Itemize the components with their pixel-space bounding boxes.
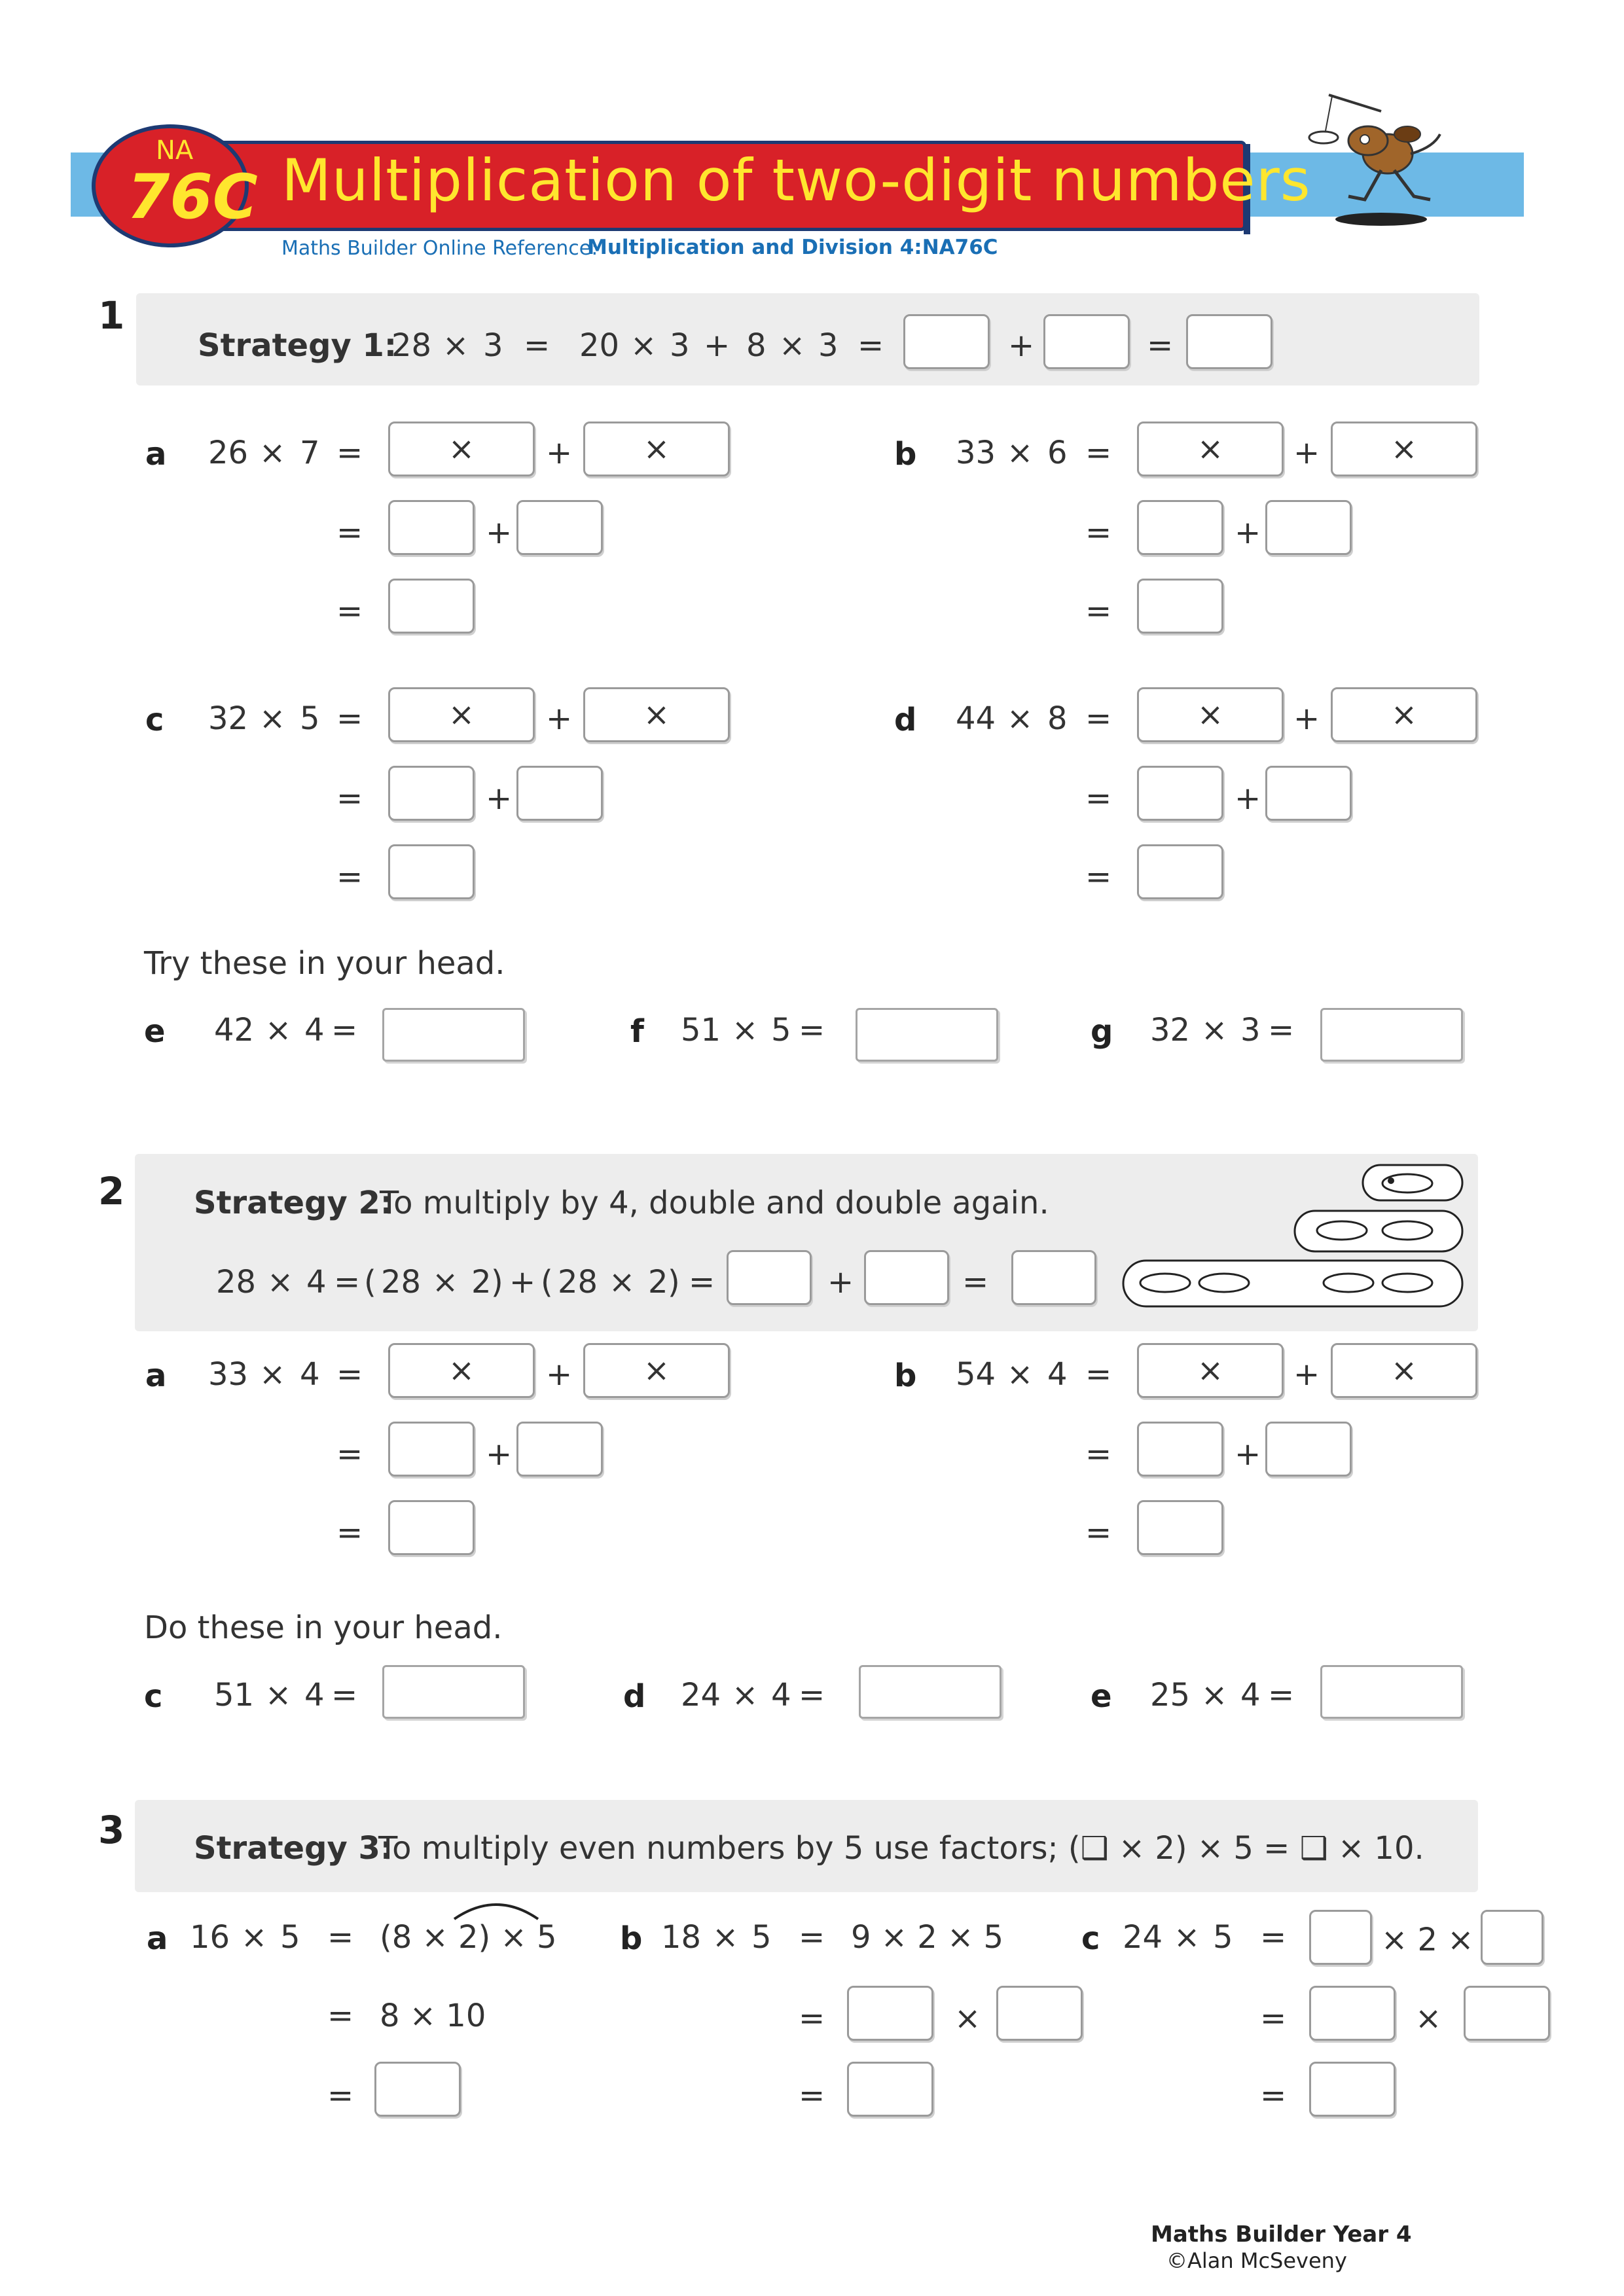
item-letter: a (147, 1920, 168, 1957)
equals-sign: = (799, 1677, 825, 1713)
item-factor: 51 (214, 1677, 255, 1713)
equals-sign: = (1085, 859, 1112, 895)
plus-sign: + (1293, 435, 1320, 471)
strategy-2-expr: 28 (381, 1264, 422, 1300)
item-letter: d (894, 702, 917, 738)
item-factor: 16 (190, 1919, 230, 1956)
answer-box[interactable] (516, 1422, 603, 1477)
answer-box-times[interactable]: × (388, 1343, 535, 1398)
footer-author: ©Alan McSeveny (1166, 2248, 1347, 2273)
open-paren: ( (364, 1264, 376, 1300)
answer-box[interactable] (1309, 1910, 1372, 1965)
times-sign: × (1415, 2000, 1442, 2037)
item-letter: f (630, 1013, 644, 1050)
item-factor: 4 (1240, 1677, 1261, 1713)
strategy-2-label: Strategy 2: (194, 1185, 393, 1221)
answer-box[interactable] (1137, 1422, 1223, 1477)
plus-sign: + (546, 435, 573, 471)
answer-box[interactable] (847, 1986, 933, 2041)
answer-box-times[interactable]: × (388, 422, 535, 476)
item-factor: 18 (661, 1919, 702, 1956)
item-factor: 4 (771, 1677, 791, 1713)
equals-sign: = (1085, 1436, 1112, 1473)
strategy-3-text: To multiply even numbers by 5 use factors; (❑ × 2) × 5 = ❑ × 10. (378, 1830, 1424, 1867)
answer-box[interactable] (388, 500, 475, 555)
item-factor: 33 (956, 435, 996, 471)
grouping-arc (450, 1895, 542, 1922)
answer-box[interactable] (859, 1665, 1001, 1719)
item-letter: a (145, 1357, 167, 1394)
answer-box[interactable] (1011, 1250, 1096, 1305)
strategy-2-expr: 28 (216, 1264, 257, 1300)
equals-sign: = (799, 1919, 825, 1956)
answer-box-times[interactable]: × (583, 687, 730, 742)
equals-sign: = (336, 1515, 363, 1551)
times-sign: × (1007, 1356, 1034, 1393)
item-factor: 54 (956, 1356, 996, 1393)
strategy-3-label: Strategy 3: (194, 1830, 393, 1867)
item-factor: 42 (214, 1012, 255, 1049)
answer-box[interactable] (516, 500, 603, 555)
answer-box[interactable] (1137, 579, 1223, 634)
times-sign: × (1007, 700, 1034, 737)
item-factor: 32 (1150, 1012, 1191, 1049)
equals-sign: = (1085, 593, 1112, 630)
times-sign: × (1201, 1012, 1228, 1049)
strategy-2-expr: 28 (558, 1264, 598, 1300)
answer-box[interactable] (1137, 844, 1223, 899)
times-sign: × (265, 1677, 292, 1713)
item-letter: c (144, 1678, 163, 1715)
answer-box[interactable] (856, 1008, 998, 1062)
answer-box-times[interactable]: × (1137, 422, 1284, 476)
answer-box[interactable] (388, 1422, 475, 1477)
strategy-1-expr-a: 28 (391, 327, 432, 364)
strategy-2-expr: 2 (648, 1264, 668, 1300)
doubling-dogs-illustration (1113, 1158, 1473, 1316)
times-sign: × (954, 2000, 981, 2037)
item-factor: 51 (681, 1012, 721, 1049)
plus-sign: + (486, 780, 513, 817)
answer-box-times[interactable]: × (1331, 422, 1477, 476)
strategy-1-expr-b: 3 (483, 327, 503, 364)
answer-box[interactable] (1137, 1500, 1223, 1555)
plus-sign: + (1293, 700, 1320, 737)
equals-sign: = (1268, 1677, 1295, 1713)
answer-box[interactable] (903, 314, 990, 369)
plus-sign: + (827, 1264, 854, 1300)
plus-sign: + (509, 1264, 536, 1300)
plus-sign: + (1293, 1356, 1320, 1393)
equals-sign: = (1085, 700, 1112, 737)
equals-sign: = (331, 1677, 358, 1713)
equals-sign: = (962, 1264, 989, 1300)
strategy-1-expr-d: 3 (670, 327, 690, 364)
plus-sign: + (546, 1356, 573, 1393)
equals-sign: = (331, 1012, 358, 1049)
item-letter: e (144, 1013, 166, 1050)
equals-sign: = (524, 327, 550, 364)
item-letter: c (145, 702, 164, 738)
item-factor: 32 (208, 700, 249, 737)
item-factor: 4 (1047, 1356, 1068, 1393)
answer-box[interactable] (388, 766, 475, 821)
strategy-1-expr-e: 8 (746, 327, 767, 364)
answer-box[interactable] (864, 1250, 949, 1305)
times-sign: × (259, 700, 286, 737)
plus-sign: + (1235, 514, 1261, 551)
plus-sign: + (1008, 327, 1035, 364)
equals-sign: = (336, 1356, 363, 1393)
answer-box-times[interactable]: × (583, 422, 730, 476)
equals-sign: = (336, 1436, 363, 1473)
answer-box[interactable] (1481, 1910, 1543, 1965)
times-sign: × (630, 327, 657, 364)
worked-step: 9 × 2 × 5 (851, 1919, 1004, 1956)
equals-sign: = (327, 1998, 354, 2034)
close-paren: ) (668, 1264, 680, 1300)
answer-box-times[interactable]: × (388, 687, 535, 742)
times-sign: × (1201, 1677, 1228, 1713)
equals-sign: = (336, 780, 363, 817)
answer-box[interactable] (382, 1008, 525, 1062)
answer-box[interactable] (388, 579, 475, 634)
equals-sign: = (1260, 2000, 1287, 2037)
answer-box[interactable] (1320, 1008, 1463, 1062)
reference-label: Maths Builder Online Reference: (281, 237, 598, 260)
answer-box[interactable] (1464, 1986, 1550, 2041)
strategy-1-label: Strategy 1: (198, 327, 397, 364)
answer-box[interactable] (1137, 766, 1223, 821)
item-factor: 5 (280, 1919, 300, 1956)
equals-sign: = (1268, 1012, 1295, 1049)
badge-top-text: NA (156, 135, 194, 166)
item-letter: b (894, 436, 917, 473)
plus-sign: + (486, 1436, 513, 1473)
item-letter: g (1091, 1013, 1113, 1050)
equals-sign: = (689, 1264, 715, 1300)
equals-sign: = (857, 327, 884, 364)
item-factor: 8 (1047, 700, 1068, 737)
item-factor: 3 (1240, 1012, 1261, 1049)
equals-sign: = (799, 2000, 825, 2037)
item-factor: 33 (208, 1356, 249, 1393)
times-sign: × (265, 1012, 292, 1049)
answer-box[interactable] (1320, 1665, 1463, 1719)
plus-sign: + (704, 327, 731, 364)
strategy-2-expr: 4 (306, 1264, 327, 1300)
item-letter: b (620, 1920, 643, 1957)
times-sign: × (732, 1012, 759, 1049)
worked-step: × 2 × (1381, 1922, 1474, 1958)
item-letter: a (145, 436, 167, 473)
equals-sign: = (799, 1012, 825, 1049)
plus-sign: + (486, 514, 513, 551)
reference-value: Multiplication and Division 4:NA76C (587, 236, 998, 259)
item-factor: 24 (681, 1677, 721, 1713)
item-factor: 5 (1213, 1919, 1233, 1956)
equals-sign: = (1085, 1515, 1112, 1551)
answer-box[interactable] (1309, 1986, 1396, 2041)
equals-sign: = (336, 435, 363, 471)
answer-box[interactable] (388, 1500, 475, 1555)
times-sign: × (712, 1919, 739, 1956)
answer-box-times[interactable]: × (1331, 1343, 1477, 1398)
answer-box-times[interactable]: × (1331, 687, 1477, 742)
item-factor: 5 (751, 1919, 772, 1956)
plus-sign: + (546, 700, 573, 737)
q1-instruction: Try these in your head. (144, 945, 505, 982)
dog-illustration (1303, 82, 1460, 239)
answer-box[interactable] (847, 2062, 933, 2117)
item-factor: 24 (1123, 1919, 1163, 1956)
answer-box[interactable] (1309, 2062, 1396, 2117)
item-letter: e (1091, 1678, 1112, 1715)
times-sign: × (732, 1677, 759, 1713)
equals-sign: = (336, 859, 363, 895)
plus-sign: + (1235, 1436, 1261, 1473)
answer-box[interactable] (1137, 500, 1223, 555)
equals-sign: = (1085, 435, 1112, 471)
item-letter: c (1081, 1920, 1100, 1957)
answer-box-times[interactable]: × (1137, 1343, 1284, 1398)
equals-sign: = (1085, 1356, 1112, 1393)
item-factor: 5 (771, 1012, 791, 1049)
item-factor: 7 (300, 435, 320, 471)
item-letter: b (894, 1357, 917, 1394)
times-sign: × (267, 1264, 294, 1300)
answer-box[interactable] (374, 2062, 461, 2117)
footer-book: Maths Builder Year 4 (1151, 2221, 1412, 2248)
answer-box[interactable] (382, 1665, 525, 1719)
item-factor: 25 (1150, 1677, 1191, 1713)
strategy-2-text: To multiply by 4, double and double again. (380, 1185, 1049, 1221)
equals-sign: = (1147, 327, 1174, 364)
times-sign: × (1174, 1919, 1200, 1956)
open-paren: ( (541, 1264, 553, 1300)
equals-sign: = (336, 593, 363, 630)
answer-box[interactable] (1043, 314, 1130, 369)
answer-box[interactable] (1265, 766, 1352, 821)
close-paren: ) (491, 1264, 503, 1300)
answer-box[interactable] (516, 766, 603, 821)
equals-sign: = (1260, 1919, 1287, 1956)
answer-box[interactable] (1265, 1422, 1352, 1477)
answer-box[interactable] (727, 1250, 812, 1305)
item-factor: 5 (300, 700, 320, 737)
times-sign: × (259, 435, 286, 471)
equals-sign: = (327, 2077, 354, 2114)
equals-sign: = (1085, 514, 1112, 551)
item-factor: 26 (208, 435, 249, 471)
answer-box[interactable] (1265, 500, 1352, 555)
question-3-number: 3 (98, 1808, 125, 1852)
equals-sign: = (334, 1264, 361, 1300)
item-factor: 4 (300, 1356, 320, 1393)
answer-box[interactable] (388, 844, 475, 899)
question-1-number: 1 (98, 293, 125, 338)
worked-step: 8 × 10 (380, 1998, 486, 2034)
times-sign: × (241, 1919, 268, 1956)
badge-code-text: 76C (127, 162, 258, 233)
strategy-1-expr-f: 3 (818, 327, 839, 364)
equals-sign: = (336, 514, 363, 551)
item-factor: 44 (956, 700, 996, 737)
worked-step: (8 × 2) × 5 (380, 1919, 557, 1956)
times-sign: × (442, 327, 469, 364)
equals-sign: = (1085, 780, 1112, 817)
times-sign: × (259, 1356, 286, 1393)
answer-box-times[interactable]: × (583, 1343, 730, 1398)
answer-box[interactable] (996, 1986, 1083, 2041)
strategy-1-expr-c: 20 (579, 327, 620, 364)
page-title: Multiplication of two-digit numbers (281, 147, 1311, 214)
times-sign: × (432, 1264, 459, 1300)
answer-box[interactable] (1186, 314, 1272, 369)
equals-sign: = (799, 2077, 825, 2114)
times-sign: × (779, 327, 806, 364)
item-factor: 6 (1047, 435, 1068, 471)
item-factor: 4 (304, 1012, 325, 1049)
strategy-2-expr: 2 (471, 1264, 492, 1300)
times-sign: × (1007, 435, 1034, 471)
times-sign: × (609, 1264, 636, 1300)
q2-instruction: Do these in your head. (144, 1609, 503, 1646)
question-2-number: 2 (98, 1169, 125, 1213)
equals-sign: = (336, 700, 363, 737)
plus-sign: + (1235, 780, 1261, 817)
equals-sign: = (1260, 2077, 1287, 2114)
item-letter: d (623, 1678, 646, 1715)
equals-sign: = (327, 1919, 354, 1956)
item-factor: 4 (304, 1677, 325, 1713)
answer-box-times[interactable]: × (1137, 687, 1284, 742)
